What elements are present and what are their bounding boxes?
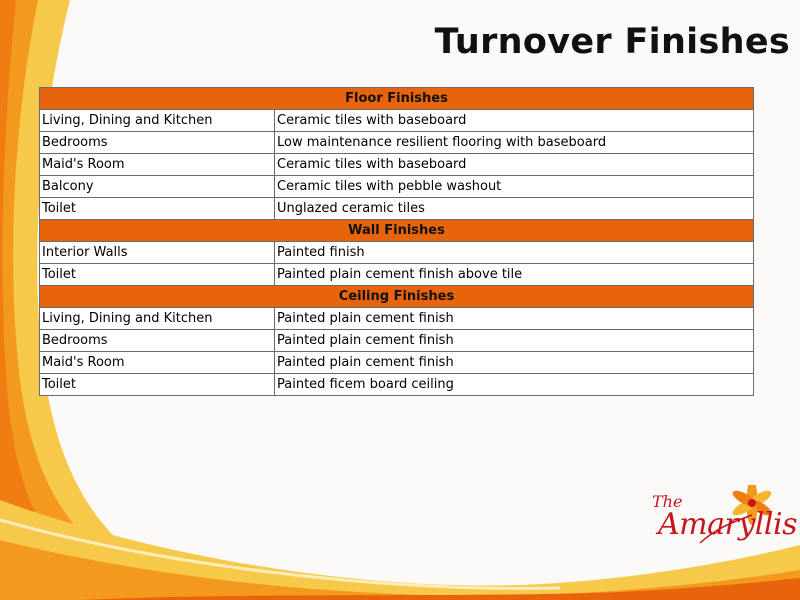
section-header-row (40, 286, 754, 308)
finish-cell: Painted finish (275, 242, 754, 264)
finish-cell: Low maintenance resilient flooring with baseboard (275, 132, 754, 154)
table-row (40, 154, 754, 176)
finishes-table (39, 87, 754, 396)
page-title: Turnover Finishes (434, 22, 790, 62)
table-row (40, 110, 754, 132)
area-cell: Bedrooms (40, 132, 275, 154)
table-row (40, 330, 754, 352)
section-header: Floor Finishes (40, 88, 754, 110)
table-row (40, 176, 754, 198)
table-row (40, 132, 754, 154)
area-cell: Toilet (40, 198, 275, 220)
section-header-row (40, 220, 754, 242)
area-cell: Living, Dining and Kitchen (40, 308, 275, 330)
finish-cell: Painted plain cement finish (275, 352, 754, 374)
area-cell: Bedrooms (40, 330, 275, 352)
section-header-row (40, 88, 754, 110)
finish-cell: Ceramic tiles with baseboard (275, 154, 754, 176)
finish-cell: Painted ficem board ceiling (275, 374, 754, 396)
area-cell: Interior Walls (40, 242, 275, 264)
area-cell: Maid's Room (40, 352, 275, 374)
table-row (40, 308, 754, 330)
area-cell: Living, Dining and Kitchen (40, 110, 275, 132)
section-header: Wall Finishes (40, 220, 754, 242)
logo-name: Amaryllis (658, 507, 797, 542)
finish-cell: Unglazed ceramic tiles (275, 198, 754, 220)
finish-cell: Ceramic tiles with baseboard (275, 110, 754, 132)
table-row (40, 374, 754, 396)
finish-cell: Painted plain cement finish above tile (275, 264, 754, 286)
table-row (40, 264, 754, 286)
area-cell: Balcony (40, 176, 275, 198)
finish-cell: Ceramic tiles with pebble washout (275, 176, 754, 198)
table-row (40, 352, 754, 374)
table-row (40, 242, 754, 264)
area-cell: Toilet (40, 264, 275, 286)
logo-the: The (652, 492, 683, 511)
section-header: Ceiling Finishes (40, 286, 754, 308)
table-row (40, 198, 754, 220)
finish-cell: Painted plain cement finish (275, 330, 754, 352)
area-cell: Toilet (40, 374, 275, 396)
finish-cell: Painted plain cement finish (275, 308, 754, 330)
area-cell: Maid's Room (40, 154, 275, 176)
